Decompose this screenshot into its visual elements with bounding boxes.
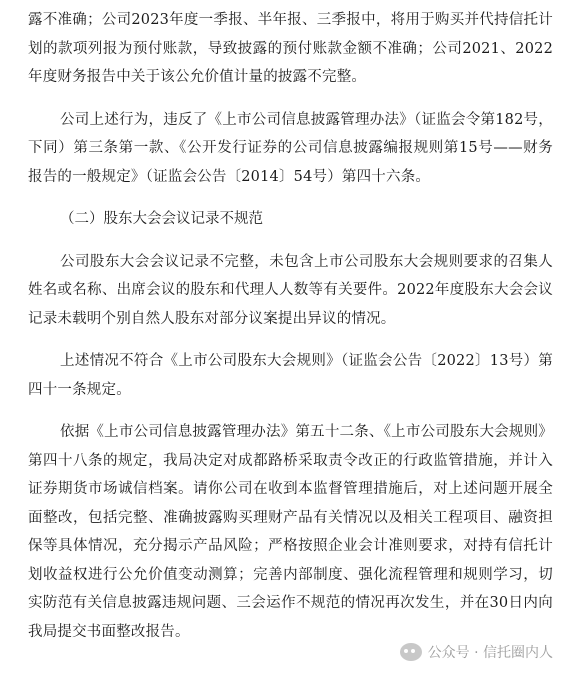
paragraph-spacer [28,92,553,106]
paragraph-spacer [28,333,553,347]
paragraph-spacer [28,234,553,248]
paragraph-meeting-records: 公司股东大会会议记录不完整，未包含上市公司股东大会规则要求的召集人姓名或名称、出席会议的股东和代理人人数等有关要件。2022年度股东大会会议记录未载明个别自然人股东对部分议案提出异议的情况。 [28,253,553,327]
paragraph-rule-violation: 上述情况不符合《上市公司股东大会规则》（证监会公告〔2022〕13号）第四十一条规定。 [28,353,553,398]
paragraph-spacer [28,191,553,205]
watermark-label: 公众号 · 信托圈内人 [427,645,553,661]
document-body [28,6,553,646]
wechat-icon [400,643,422,661]
paragraph-disclosure-issues: 露不准确；公司2023年度一季报、半年报、三季报中，将用于购买并代持信托计划的款项列报为预付账款，导致披露的预付账款金额不准确；公司2021、2022年度财务报告中关于该公允价值计量的披露不完整。 [28,12,553,85]
watermark [400,642,553,662]
section-heading: （二）股东大会会议记录不规范 [60,211,263,227]
paragraph-spacer [28,404,553,418]
paragraph-violation: 公司上述行为，违反了《上市公司信息披露管理办法》（证监会令第182号，下同）第三条第一款、《公开发行证券的公司信息披露编报规则第15号——财务报告的一般规定》（证监会公告〔2014〕54号）第四十六条。 [28,111,553,185]
paragraph-regulatory-measures: 依据《上市公司信息披露管理办法》第五十二条、《上市公司股东大会规则》第四十八条的规定，我局决定对成都路桥采取责令改正的行政监管措施，并计入证券期货市场诚信档案。请你公司在收到本监督管理措施后，对上述问题开展全面整改，包括完整、准确披露购买理财产品有关情况以及相关工程项目、融资担保等具体情况，充分揭示产品风险；严格按照企业会计准则要求，对持有信托计划收益权进行公允价值变动测算；完善内部制度、强化流程管理和规则学习，切实防范有关信息披露违规问题、三会运作不规范的情况再次发生，并在30日内向我局提交书面整改报告。 [28,424,553,640]
